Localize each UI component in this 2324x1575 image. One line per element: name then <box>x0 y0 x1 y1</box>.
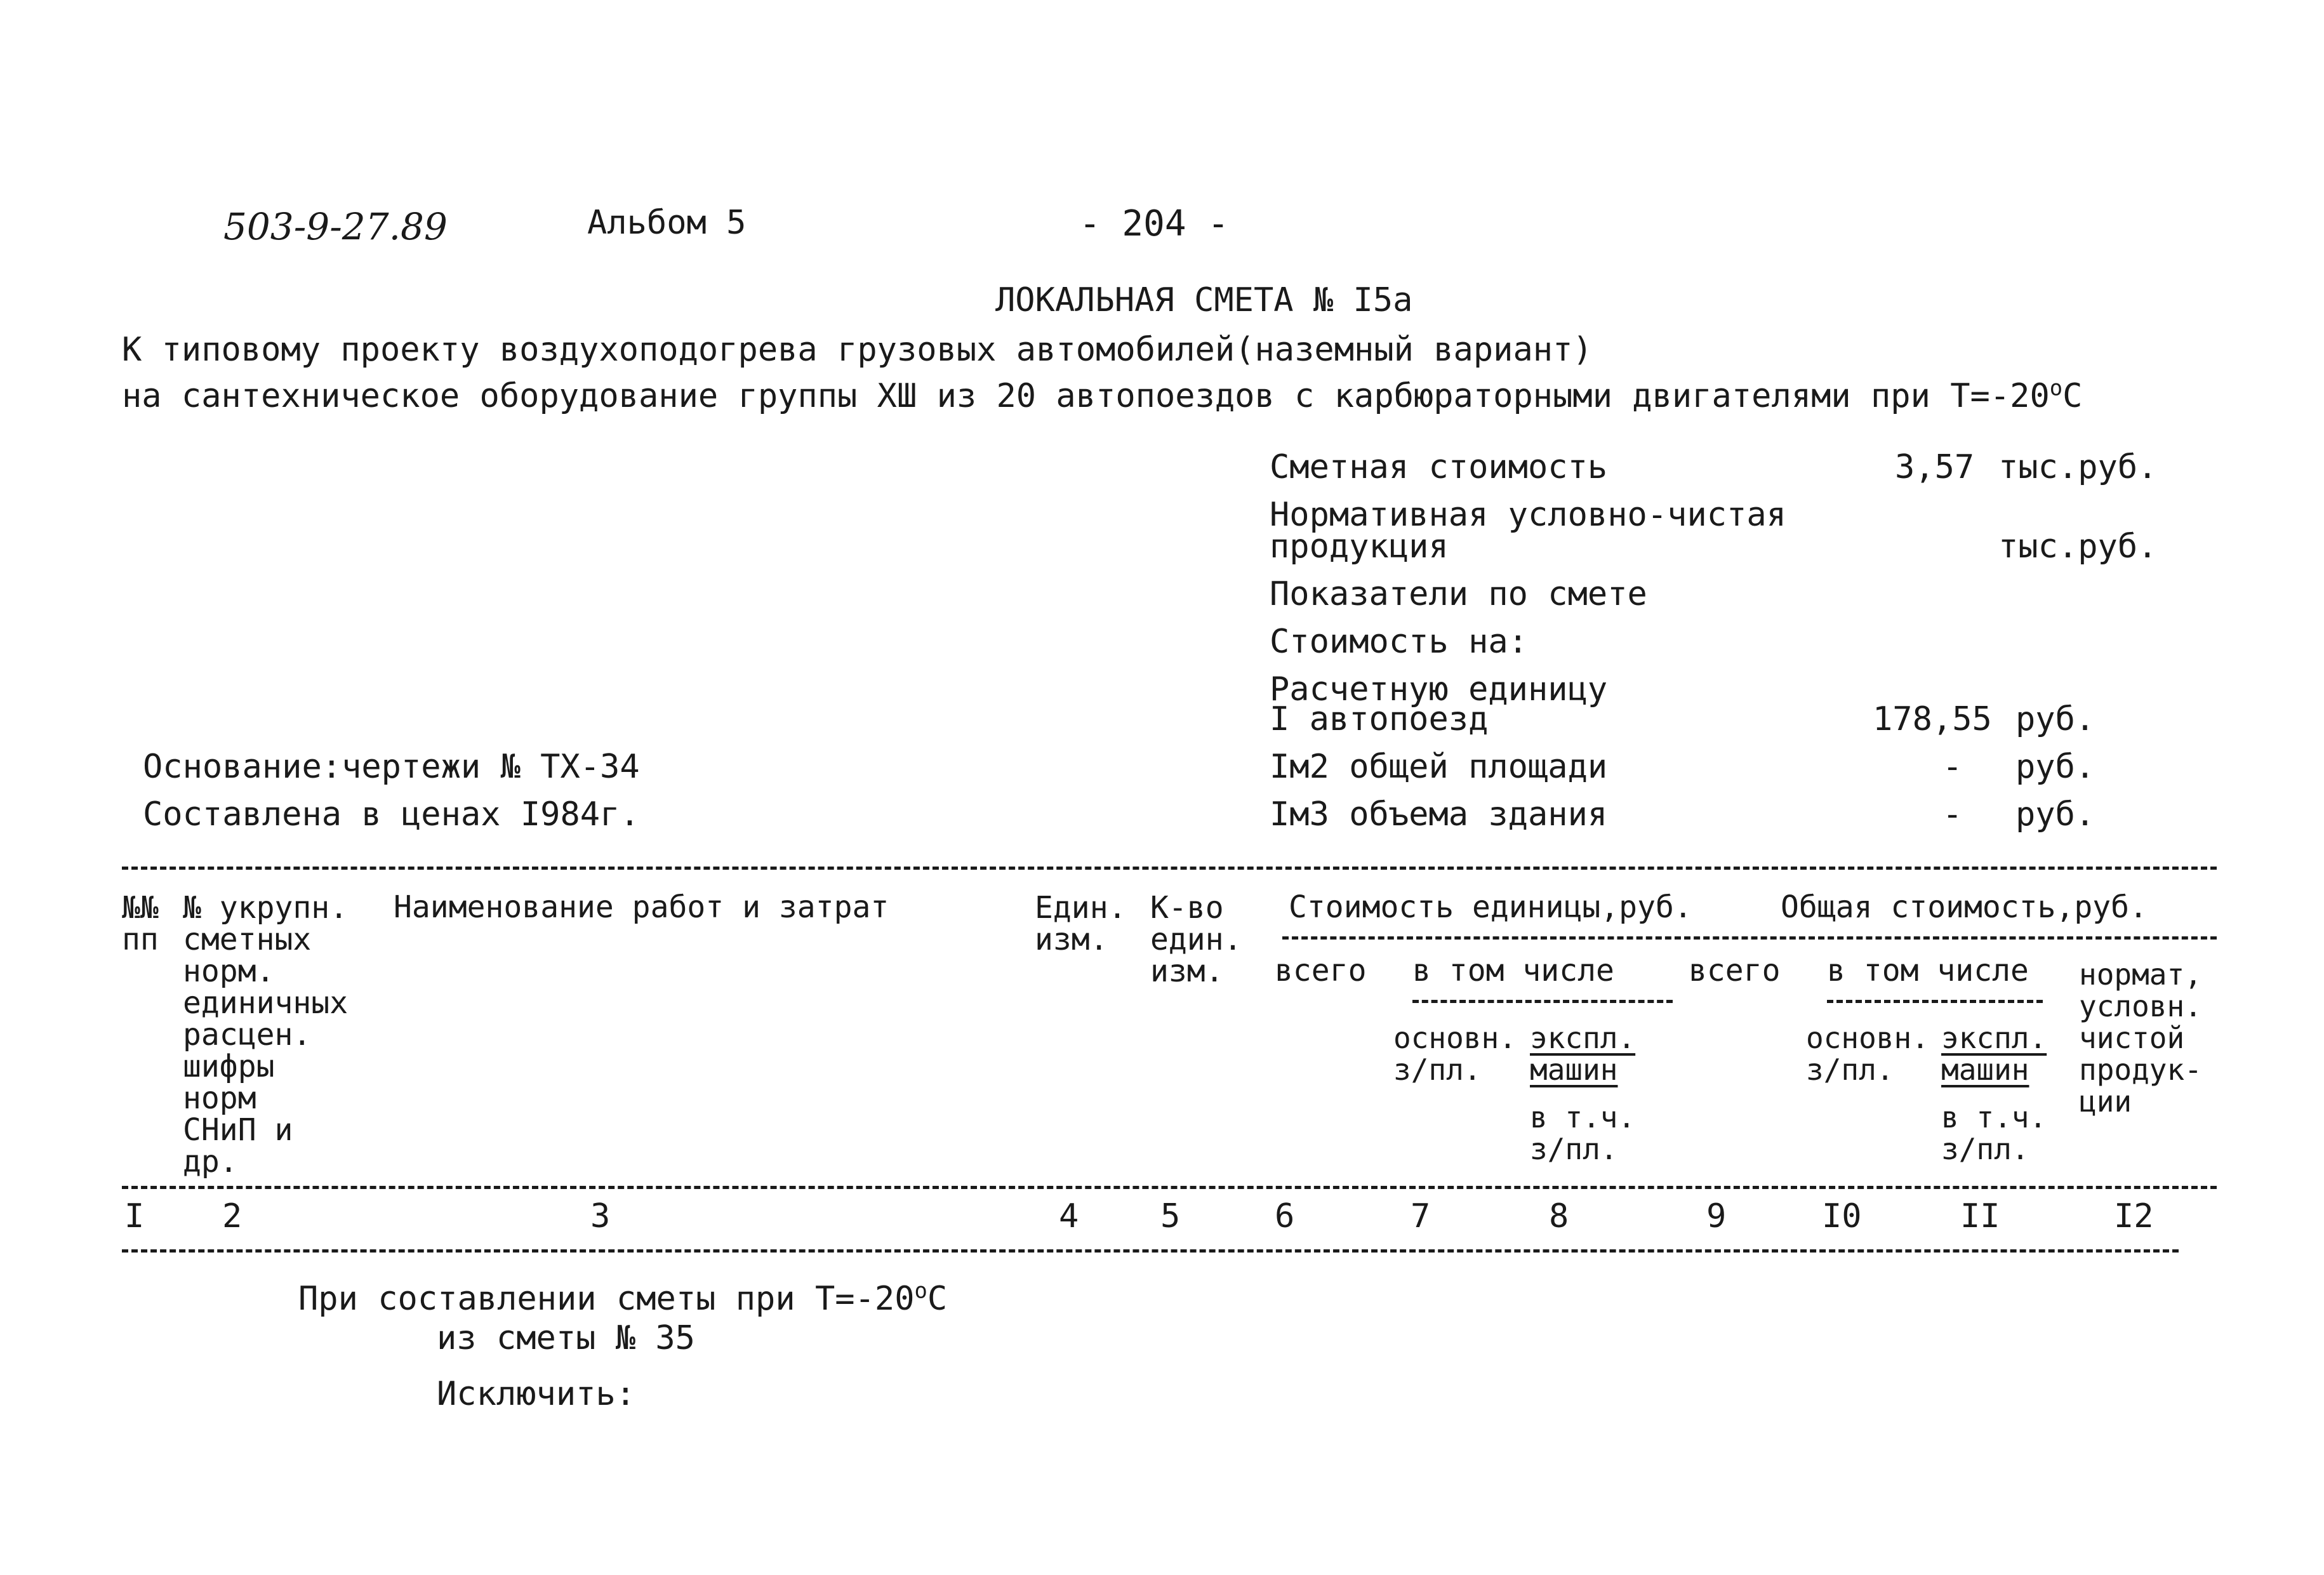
volume-label: Iм3 объема здания <box>1270 795 1608 834</box>
col-header-unit: Един. изм. <box>1035 890 1127 957</box>
column-number: 5 <box>1160 1197 1181 1235</box>
cost-unit: тыс.руб. <box>1998 448 2158 486</box>
col-header-total-machine-wage: в т.ч. з/пл. <box>1941 1100 2047 1166</box>
calc-unit-label-2: I автопоезд <box>1270 700 1489 738</box>
basis-prices: Составлена в ценах I984г. <box>143 795 640 834</box>
col-header-unit-base-wage: основн. з/пл. <box>1393 1021 1517 1087</box>
column-number: II <box>1960 1197 2000 1235</box>
column-numbers-bottom-rule <box>122 1249 2179 1253</box>
total-cost-group-header: Общая стоимость,руб. <box>1781 889 2148 925</box>
col-header-total-incl: в том числе <box>1827 953 2029 988</box>
col-header-total-base-wage: основн. з/пл. <box>1806 1021 1929 1087</box>
unit-cost-group-header: Стоимость единицы,руб. <box>1289 889 1692 925</box>
cost-value: 3,57 <box>1895 448 1975 486</box>
unit-incl-rule <box>1412 1000 1673 1003</box>
column-number: I <box>124 1197 145 1235</box>
cost-group-rule <box>1282 936 2217 940</box>
col-header-row-number: №№ пп <box>122 890 159 957</box>
calc-unit-unit: руб. <box>2015 700 2095 738</box>
norm-label-1: Нормативная условно-чистая <box>1270 496 1786 534</box>
table-top-rule <box>122 867 2217 870</box>
exclude-label: Исключить: <box>437 1375 636 1413</box>
column-number: I2 <box>2114 1197 2154 1235</box>
calc-unit-value: 178,55 <box>1873 700 1992 738</box>
total-incl-rule <box>1827 1000 2043 1003</box>
column-number: 7 <box>1411 1197 1431 1235</box>
album-label: Альбом 5 <box>587 204 747 242</box>
volume-unit: руб. <box>2015 795 2095 834</box>
area-value: - <box>1942 748 1963 786</box>
column-number: 8 <box>1549 1197 1569 1235</box>
norm-unit: тыс.руб. <box>1998 528 2158 566</box>
calc-unit-label-1: Расчетную единицу <box>1270 670 1608 708</box>
title-line-1: К типовому проекту воздухоподогрева грузовых автомобилей(наземный вариант) <box>122 331 1593 369</box>
col-header-unit-total: всего <box>1275 953 1367 988</box>
col-header-total-total: всего <box>1689 953 1781 988</box>
cost-label: Сметная стоимость <box>1270 448 1608 486</box>
norm-label-2: продукция <box>1270 528 1449 566</box>
document-code: 503-9-27.89 <box>223 205 448 248</box>
title-line-2: на сантехническое оборудование группы ХШ из 20 автопоездов с карбюраторными двигателями при $Т=-20^oС$ <box>122 375 2083 415</box>
col-header-total-machine: экспл. машин <box>1941 1021 2047 1087</box>
note-line-1: При составлении сметы при $Т=-20^oС$ <box>298 1278 948 1318</box>
column-number: 2 <box>222 1197 242 1235</box>
column-number: I0 <box>1822 1197 1862 1235</box>
estimate-title: ЛОКАЛЬНАЯ СМЕТА № I5а <box>995 281 1413 319</box>
column-number: 6 <box>1275 1197 1295 1235</box>
col-header-unit-machine: экспл. машин <box>1530 1021 1636 1087</box>
column-number: 9 <box>1706 1197 1727 1235</box>
page-number: - 204 - <box>1079 203 1230 244</box>
column-numbers-top-rule <box>122 1186 2217 1189</box>
indicators-label: Показатели по смете <box>1270 575 1647 613</box>
note-line-2: из сметы № 35 <box>437 1319 695 1357</box>
col-header-norm-product: нормат, условн. чистой продук- ции <box>2079 957 2202 1119</box>
volume-value: - <box>1942 795 1963 834</box>
cost-per-label: Стоимость на: <box>1270 623 1528 661</box>
col-header-norm-code: № укрупн. сметных норм. единичных расцен. шифры норм СНиП и др. <box>183 890 349 1180</box>
area-unit: руб. <box>2015 748 2095 786</box>
basis-drawings: Основание:чертежи № ТХ-34 <box>143 748 640 786</box>
col-header-unit-machine-wage: в т.ч. з/пл. <box>1530 1100 1636 1166</box>
area-label: Iм2 общей площади <box>1270 748 1608 786</box>
col-header-unit-incl: в том числе <box>1412 953 1614 988</box>
column-number: 4 <box>1059 1197 1079 1235</box>
column-number: 3 <box>590 1197 611 1235</box>
col-header-work-name: Наименование работ и затрат <box>394 889 889 925</box>
col-header-quantity: К-во един. изм. <box>1150 890 1242 989</box>
